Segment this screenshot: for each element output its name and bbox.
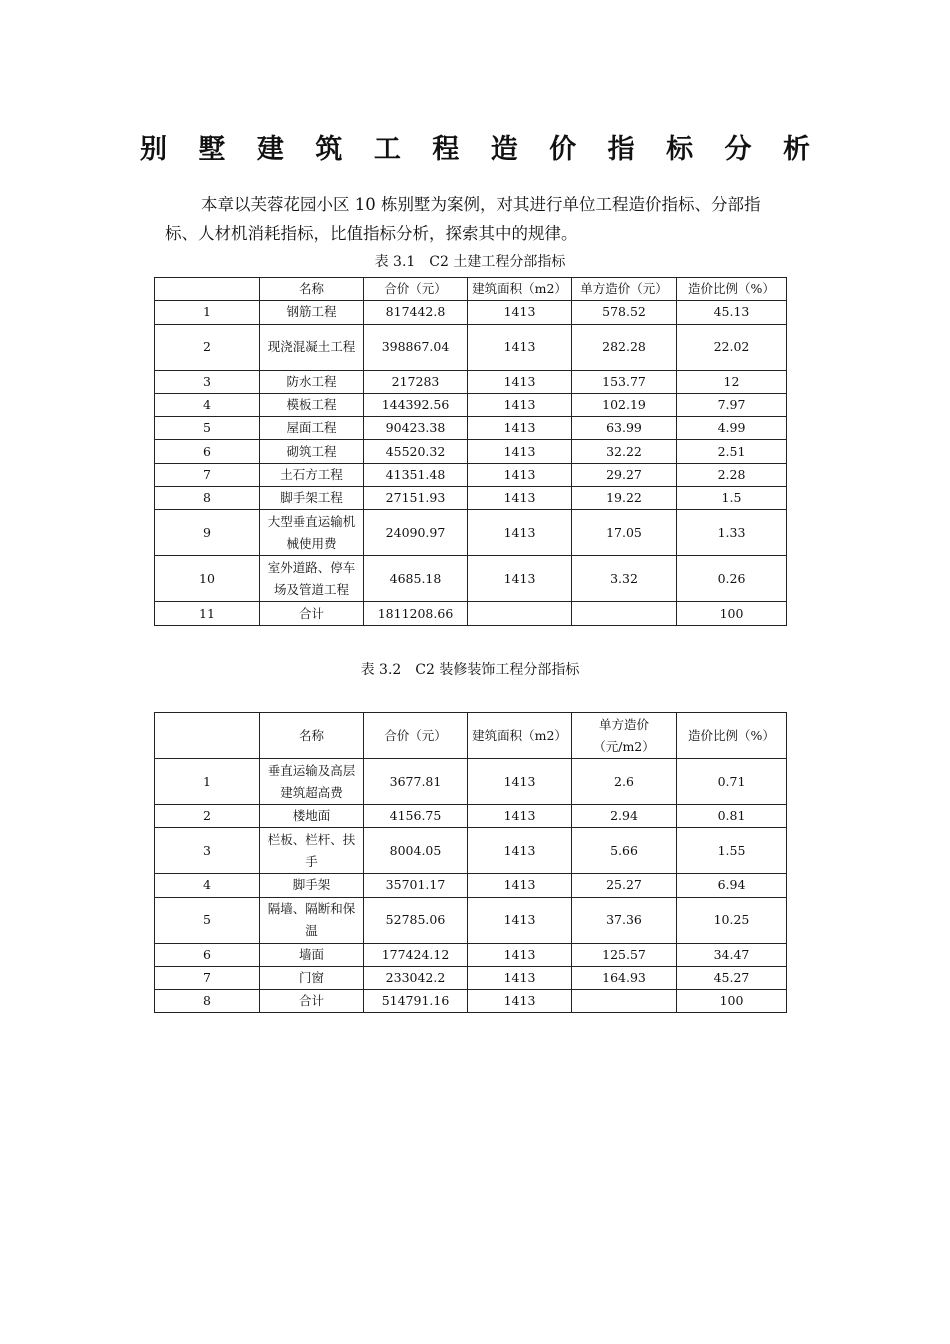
table-cell: 37.36 bbox=[572, 897, 677, 943]
table-cell: 1413 bbox=[468, 487, 572, 510]
title-char: 别 bbox=[140, 134, 167, 165]
table-cell: 2.28 bbox=[677, 463, 787, 486]
table-cell: 1413 bbox=[468, 417, 572, 440]
table-cell: 144392.56 bbox=[364, 393, 468, 416]
table-cell: 22.02 bbox=[677, 324, 787, 370]
table-cell: 7 bbox=[155, 966, 260, 989]
table-row bbox=[155, 417, 787, 440]
table-row bbox=[155, 301, 787, 324]
table-cell: 5.66 bbox=[572, 828, 677, 874]
table-cell: 垂直运输及高层建筑超高费 bbox=[260, 759, 364, 805]
table-cell: 1811208.66 bbox=[364, 602, 468, 625]
table-cell: 墙面 bbox=[260, 943, 364, 966]
table-cell: 0.71 bbox=[677, 759, 787, 805]
column-header: 单方造价（元/m2） bbox=[572, 713, 677, 759]
table-cell: 8 bbox=[155, 990, 260, 1013]
table-cell: 6 bbox=[155, 943, 260, 966]
table-cell: 2.51 bbox=[677, 440, 787, 463]
table-row bbox=[155, 966, 787, 989]
table-cell: 砌筑工程 bbox=[260, 440, 364, 463]
page-title bbox=[140, 132, 810, 168]
table-cell: 1413 bbox=[468, 301, 572, 324]
table-cell: 1413 bbox=[468, 990, 572, 1013]
table-cell: 脚手架 bbox=[260, 874, 364, 897]
table-cell: 578.52 bbox=[572, 301, 677, 324]
table-cell: 室外道路、停车场及管道工程 bbox=[260, 556, 364, 602]
table-cell: 153.77 bbox=[572, 370, 677, 393]
table-row bbox=[155, 556, 787, 602]
table-cell: 屋面工程 bbox=[260, 417, 364, 440]
table-cell: 1413 bbox=[468, 556, 572, 602]
table-cell: 4 bbox=[155, 393, 260, 416]
table-row bbox=[155, 602, 787, 625]
title-char: 指 bbox=[607, 134, 635, 165]
table1-caption: 表 3.1 C2 土建工程分部指标 bbox=[374, 254, 566, 270]
column-header: 建筑面积（m2） bbox=[468, 278, 572, 301]
table-cell: 41351.48 bbox=[364, 463, 468, 486]
table-cell: 90423.38 bbox=[364, 417, 468, 440]
table-cell: 6.94 bbox=[677, 874, 787, 897]
table-row bbox=[155, 393, 787, 416]
table-cell: 1413 bbox=[468, 943, 572, 966]
table-cell: 817442.8 bbox=[364, 301, 468, 324]
table-cell: 1413 bbox=[468, 897, 572, 943]
table-cell: 1413 bbox=[468, 874, 572, 897]
table-row bbox=[155, 370, 787, 393]
table-row bbox=[155, 759, 787, 805]
column-header: 单方造价（元） bbox=[572, 278, 677, 301]
column-header: 造价比例（%） bbox=[677, 713, 787, 759]
table-cell: 4 bbox=[155, 874, 260, 897]
table-cell: 1413 bbox=[468, 510, 572, 556]
table-cell: 514791.16 bbox=[364, 990, 468, 1013]
table-cell: 45.27 bbox=[677, 966, 787, 989]
table-cell: 1.55 bbox=[677, 828, 787, 874]
table-cell: 4685.18 bbox=[364, 556, 468, 602]
table-cell: 防水工程 bbox=[260, 370, 364, 393]
table-cell: 102.19 bbox=[572, 393, 677, 416]
table-cell: 2 bbox=[155, 805, 260, 828]
table-cell: 24090.97 bbox=[364, 510, 468, 556]
table-cell: 1 bbox=[155, 759, 260, 805]
table-cell: 3.32 bbox=[572, 556, 677, 602]
intro-paragraph: 本章以芙蓉花园小区 10 栋别墅为案例，对其进行单位工程造价指标、分部指标、人材机消耗指标，比值指标分析，探索其中的规律。 bbox=[165, 195, 761, 243]
table-row bbox=[155, 487, 787, 510]
table-cell: 大型垂直运输机械使用费 bbox=[260, 510, 364, 556]
table-cell: 8004.05 bbox=[364, 828, 468, 874]
column-header: 建筑面积（m2） bbox=[468, 713, 572, 759]
title-char: 工 bbox=[373, 134, 401, 165]
title-char: 标 bbox=[666, 134, 694, 165]
title-char: 分 bbox=[724, 134, 752, 165]
table-cell: 7.97 bbox=[677, 393, 787, 416]
table-cell: 25.27 bbox=[572, 874, 677, 897]
table-cell: 32.22 bbox=[572, 440, 677, 463]
column-header: 合价（元） bbox=[364, 713, 468, 759]
column-header: 合价（元） bbox=[364, 278, 468, 301]
table-cell: 19.22 bbox=[572, 487, 677, 510]
table-cell: 1413 bbox=[468, 805, 572, 828]
table-cell: 1.5 bbox=[677, 487, 787, 510]
table-cell: 164.93 bbox=[572, 966, 677, 989]
table-cell: 栏板、栏杆、扶手 bbox=[260, 828, 364, 874]
table-cell: 2 bbox=[155, 324, 260, 370]
table-cell: 6 bbox=[155, 440, 260, 463]
table-cell: 1 bbox=[155, 301, 260, 324]
table-row bbox=[155, 510, 787, 556]
table-cell: 楼地面 bbox=[260, 805, 364, 828]
table-cell: 0.26 bbox=[677, 556, 787, 602]
table-cell: 1.33 bbox=[677, 510, 787, 556]
table-row bbox=[155, 897, 787, 943]
table-row bbox=[155, 324, 787, 370]
table1 bbox=[154, 277, 787, 626]
table-row bbox=[155, 874, 787, 897]
table-row bbox=[155, 440, 787, 463]
table-cell: 4156.75 bbox=[364, 805, 468, 828]
column-header: 造价比例（%） bbox=[677, 278, 787, 301]
table-cell: 63.99 bbox=[572, 417, 677, 440]
table-cell: 9 bbox=[155, 510, 260, 556]
table-row bbox=[155, 828, 787, 874]
column-header bbox=[155, 278, 260, 301]
table-cell: 8 bbox=[155, 487, 260, 510]
table-cell: 2.94 bbox=[572, 805, 677, 828]
title-char: 价 bbox=[549, 134, 577, 165]
table-cell: 10 bbox=[155, 556, 260, 602]
table-cell: 233042.2 bbox=[364, 966, 468, 989]
table-cell: 7 bbox=[155, 463, 260, 486]
title-char: 建 bbox=[256, 134, 284, 165]
table2 bbox=[154, 712, 787, 1013]
table-cell: 3 bbox=[155, 370, 260, 393]
table-cell: 29.27 bbox=[572, 463, 677, 486]
table-cell: 52785.06 bbox=[364, 897, 468, 943]
table-cell: 门窗 bbox=[260, 966, 364, 989]
table-cell: 1413 bbox=[468, 966, 572, 989]
table-cell: 2.6 bbox=[572, 759, 677, 805]
table-cell: 土石方工程 bbox=[260, 463, 364, 486]
table2-caption: 表 3.2 C2 装修装饰工程分部指标 bbox=[360, 662, 580, 678]
table-cell: 100 bbox=[677, 602, 787, 625]
table-cell: 1413 bbox=[468, 324, 572, 370]
table-cell: 5 bbox=[155, 897, 260, 943]
title-char: 析 bbox=[782, 134, 810, 165]
table-cell: 3677.81 bbox=[364, 759, 468, 805]
column-header bbox=[155, 713, 260, 759]
table-cell: 1413 bbox=[468, 440, 572, 463]
table-cell: 3 bbox=[155, 828, 260, 874]
table-cell: 100 bbox=[677, 990, 787, 1013]
table-header-row bbox=[155, 278, 787, 301]
table-cell: 34.47 bbox=[677, 943, 787, 966]
column-header: 名称 bbox=[260, 713, 364, 759]
table-cell: 1413 bbox=[468, 370, 572, 393]
table-cell: 模板工程 bbox=[260, 393, 364, 416]
title-char: 墅 bbox=[198, 134, 226, 165]
table-cell: 0.81 bbox=[677, 805, 787, 828]
table-cell: 17.05 bbox=[572, 510, 677, 556]
table-header-row bbox=[155, 713, 787, 759]
table-cell bbox=[468, 602, 572, 625]
title-char: 筑 bbox=[315, 134, 343, 165]
table-cell: 282.28 bbox=[572, 324, 677, 370]
table-cell: 合计 bbox=[260, 990, 364, 1013]
column-header: 名称 bbox=[260, 278, 364, 301]
table-cell: 现浇混凝土工程 bbox=[260, 324, 364, 370]
table-cell: 钢筋工程 bbox=[260, 301, 364, 324]
table-cell: 398867.04 bbox=[364, 324, 468, 370]
table-cell: 11 bbox=[155, 602, 260, 625]
title-char: 程 bbox=[432, 134, 460, 165]
table-cell: 125.57 bbox=[572, 943, 677, 966]
table-row bbox=[155, 943, 787, 966]
table-cell: 45520.32 bbox=[364, 440, 468, 463]
table-cell: 脚手架工程 bbox=[260, 487, 364, 510]
table-cell: 隔墙、隔断和保温 bbox=[260, 897, 364, 943]
table-cell: 4.99 bbox=[677, 417, 787, 440]
table-cell: 1413 bbox=[468, 759, 572, 805]
table-cell: 27151.93 bbox=[364, 487, 468, 510]
table-row bbox=[155, 990, 787, 1013]
table-cell: 177424.12 bbox=[364, 943, 468, 966]
table-cell: 1413 bbox=[468, 463, 572, 486]
title-char: 造 bbox=[490, 134, 518, 165]
table-cell: 35701.17 bbox=[364, 874, 468, 897]
table-cell: 217283 bbox=[364, 370, 468, 393]
table-cell bbox=[572, 602, 677, 625]
table-row bbox=[155, 463, 787, 486]
table-cell: 1413 bbox=[468, 393, 572, 416]
table-cell: 10.25 bbox=[677, 897, 787, 943]
table-cell bbox=[572, 990, 677, 1013]
table-cell: 1413 bbox=[468, 828, 572, 874]
table-cell: 45.13 bbox=[677, 301, 787, 324]
table-cell: 12 bbox=[677, 370, 787, 393]
table-cell: 5 bbox=[155, 417, 260, 440]
table-cell: 合计 bbox=[260, 602, 364, 625]
table-row bbox=[155, 805, 787, 828]
